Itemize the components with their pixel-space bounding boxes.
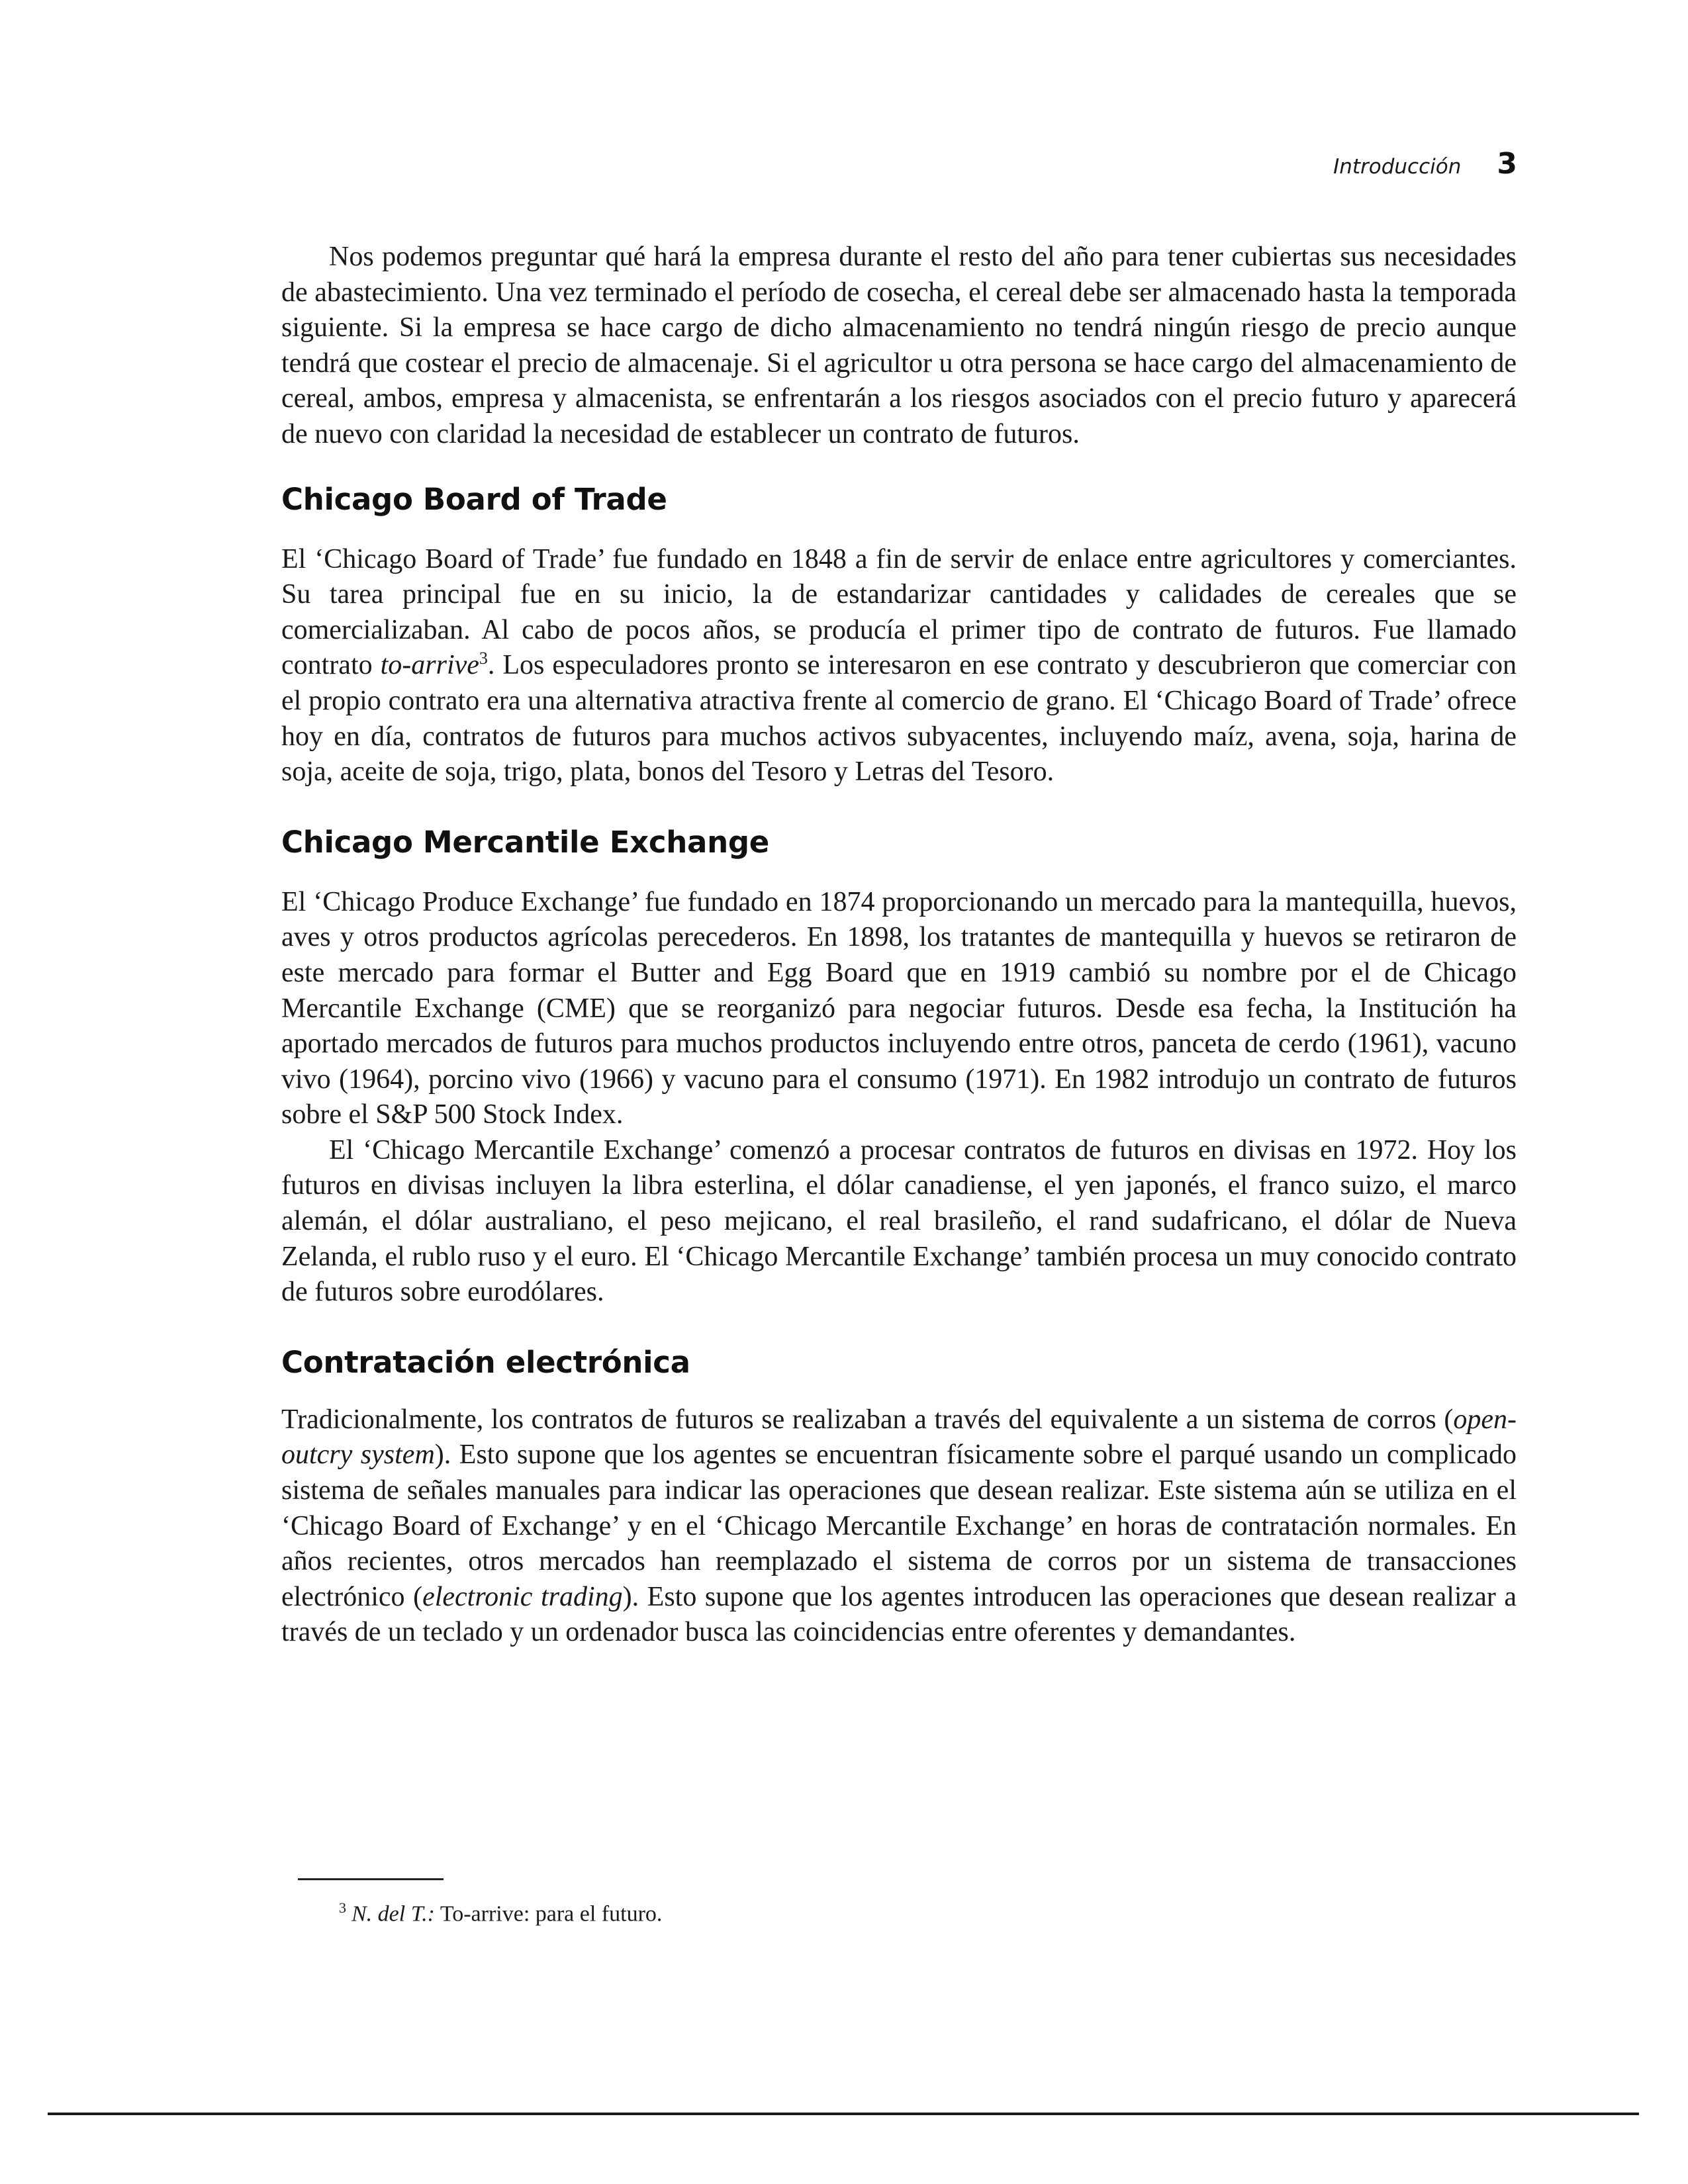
cme-paragraph-2: El ‘Chicago Mercantile Exchange’ comenzó a procesar contratos de futuros en divisas en 1972. Hoy los futuros en divisas incluyen la libra esterlina, el dólar canadiense, el yen japonés, el franco suizo, el marco alemán, el dólar australiano, el peso mejicano, el real brasileño, el rand sudafricano, el dólar de Nueva Zelanda, el rublo ruso y el euro. El ‘Chicago Mercantile Exchange’ también procesa un muy conocido contrato de futuros sobre eurodólares. (281, 1134, 1517, 1308)
cbot-text-a: El ‘Chicago Board of Trade’ fue fundado en 1848 a fin de servir de enlace entre agricultores y comerciantes. Su tarea principal fue en su inicio, la de estandarizar cantidades y calidades de cereales que se comercializaban. Al cabo de pocos años, se producía el primer tipo de contrato de futuros. Fue llamado contrato (281, 543, 1517, 681)
section-heading-cme: Chicago Mercantile Exchange (281, 824, 769, 860)
page-number: 3 (1497, 147, 1517, 181)
footnote-text: To-arrive: para el futuro. (440, 1901, 663, 1927)
footnote-ref: 3 (479, 649, 488, 668)
electronic-paragraph (281, 1402, 1517, 1651)
section-heading-cbot: Chicago Board of Trade (281, 481, 667, 517)
cme-paragraph-1: El ‘Chicago Produce Exchange’ fue fundado en 1874 proporcionando un mercado para la mantequilla, huevos, aves y otros productos agrícolas perecederos. En 1898, los tratantes de mantequilla y huevos se retiraron de este mercado para formar el Butter and Egg Board que en 1919 cambió su nombre por el de Chicago Mercantile Exchange (CME) que se reorganizó para negociar futuros. Desde esa fecha, la Institución ha aportado mercados de futuros para muchos productos incluyendo entre otros, panceta de cerdo (1961), vacuno vivo (1964), porcino vivo (1966) y vacuno para el consumo (1971). En 1982 introdujo un contrato de futuros sobre el S&P 500 Stock Index. (281, 886, 1517, 1130)
electronic-text-c: ). Esto supone que los agentes introducen las operaciones que desean realizar a través de un teclado y un ordenador busca las coincidencias entre oferentes y demandantes. (281, 1581, 1517, 1648)
footnote (339, 1899, 662, 1927)
electronic-text-a: Tradicionalmente, los contratos de futuros se realizaban a través del equivalente a un sistema de corros ( (281, 1404, 1454, 1435)
main-content (281, 240, 1517, 1651)
open-outcry-term: open-outcry system (281, 1404, 1517, 1471)
running-title: Introducción (1333, 155, 1462, 179)
running-header (1333, 147, 1517, 181)
electronic-text-b: ). Esto supone que los agentes se encuentran físicamente sobre el parqué usando un complicado sistema de señales manuales para indicar las operaciones que desean realizar. Este sistema aún se utiliza en el ‘Chicago Board of Exchange’ y en el ‘Chicago Mercantile Exchange’ en horas de contratación normales. En años recientes, otros mercados han reemplazado el sistema de corros por un sistema de transacciones electrónico ( (281, 1439, 1517, 1612)
cbot-paragraph (281, 542, 1517, 790)
intro-paragraph: Nos podemos preguntar qué hará la empresa durante el resto del año para tener cubiertas sus necesidades de abastecimiento. Una vez terminado el período de cosecha, el cereal debe ser almacenado hasta la temporada siguiente. Si la empresa se hace cargo de dicho almacenamiento no tendrá ningún riesgo de precio aunque tendrá que costear el precio de almacenaje. Si el agricultor u otra persona se hace cargo del almacenamiento de cereal, ambos, empresa y almacenista, se enfrentarán a los riesgos asociados con el precio futuro y aparecerá de nuevo con claridad la necesidad de establecer un contrato de futuros. (281, 242, 1517, 449)
footnote-label: N. del T.: (352, 1901, 435, 1927)
page-bottom-rule (48, 2113, 1639, 2115)
to-arrive-term: to-arrive (380, 650, 479, 681)
electronic-trading-term: electronic trading (422, 1581, 623, 1612)
footnote-divider (298, 1878, 444, 1880)
section-heading-electronic: Contratación electrónica (281, 1344, 690, 1380)
footnote-marker: 3 (339, 1899, 346, 1916)
cbot-text-b: . Los especuladores pronto se interesaron en ese contrato y descubrieron que comerciar con el propio contrato era una alternativa atractiva frente al comercio de grano. El ‘Chicago Board of Trade’ ofrece hoy en día, contratos de futuros para muchos activos subyacentes, incluyendo maíz, avena, soja, harina de soja, aceite de soja, trigo, plata, bonos del Tesoro y Letras del Tesoro. (281, 650, 1517, 788)
